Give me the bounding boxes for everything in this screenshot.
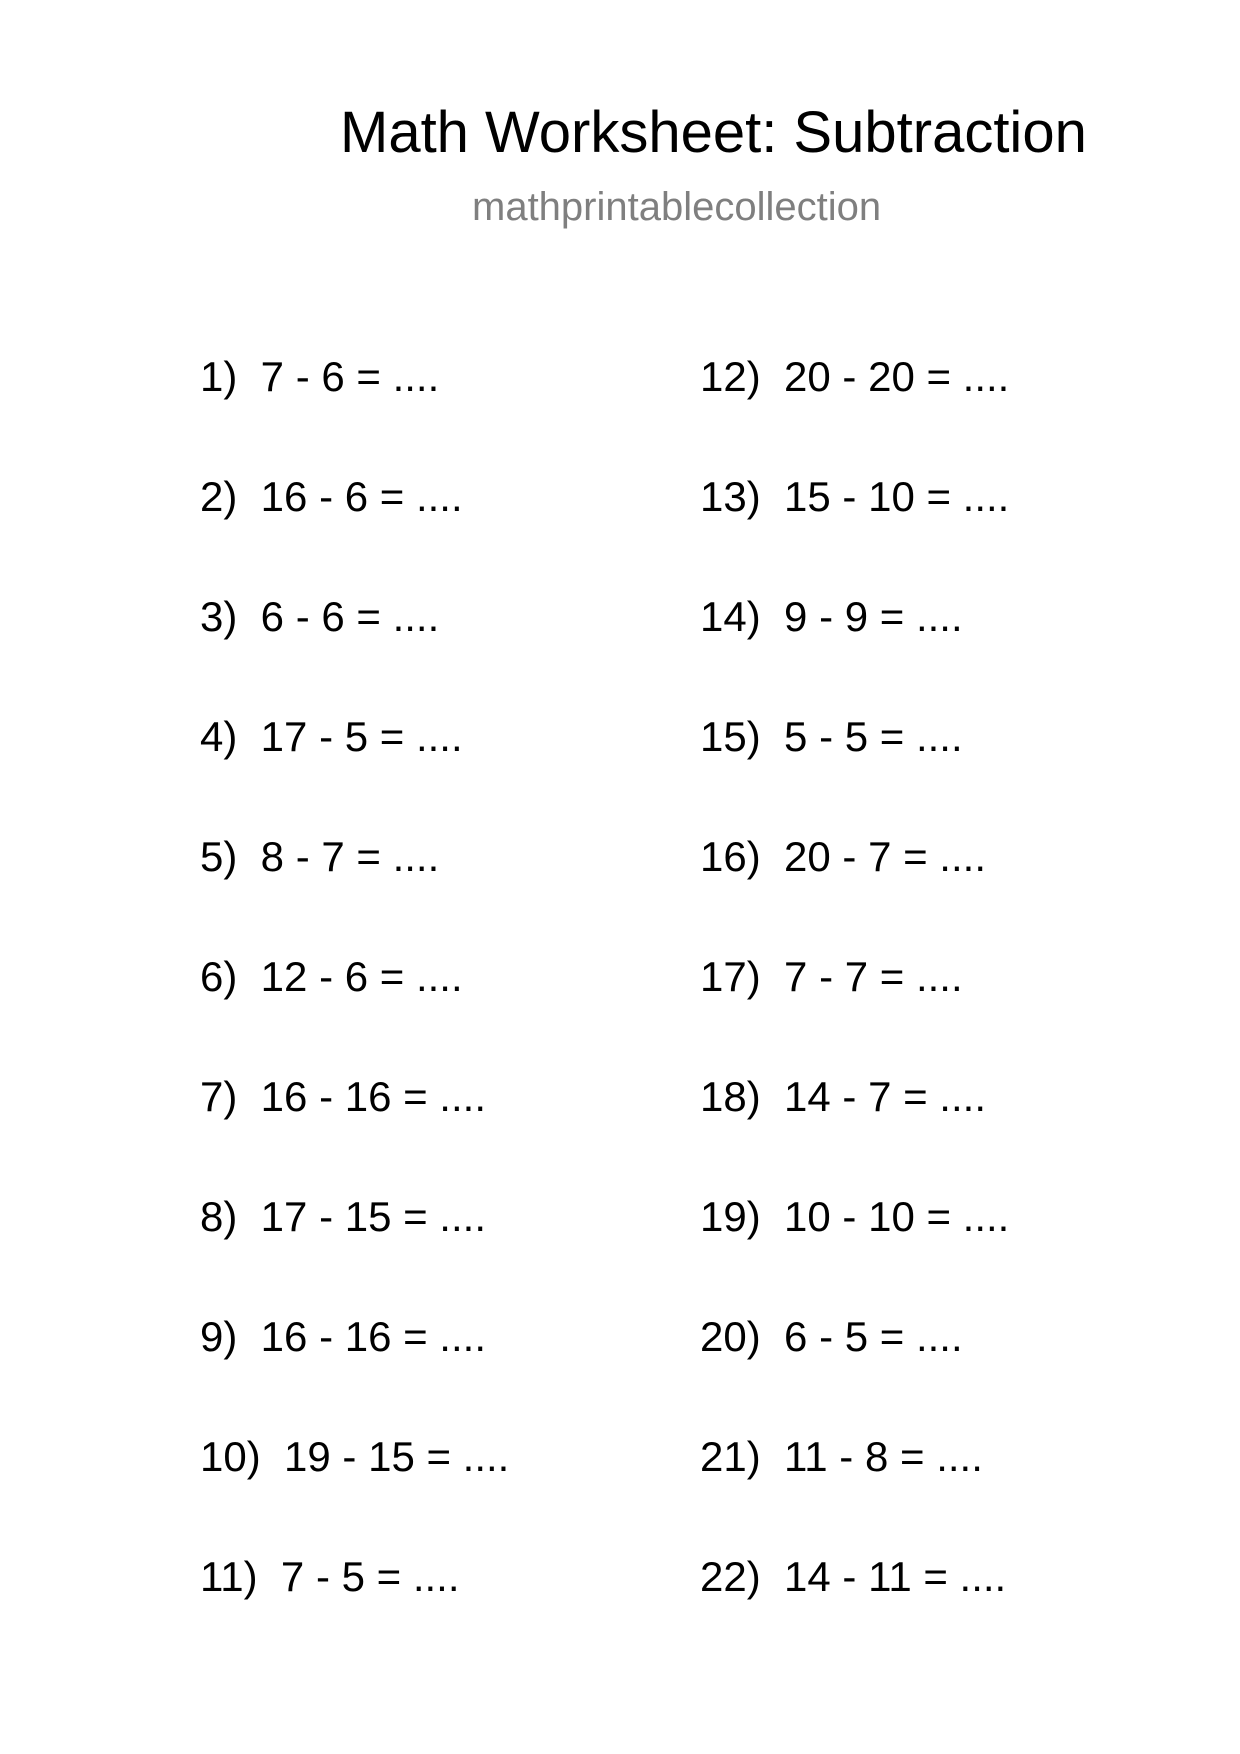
problem-item: 18) 14 - 7 = .... [700,1073,986,1120]
problem-item: 5) 8 - 7 = .... [200,833,440,880]
page-title: Math Worksheet: Subtraction [340,100,1087,165]
problem-item: 19) 10 - 10 = .... [700,1193,1010,1240]
problem-column-left [200,352,509,1672]
problem-item: 2) 16 - 6 = .... [200,473,463,520]
problem-item: 13) 15 - 10 = .... [700,473,1010,520]
problem-item: 11) 7 - 5 = .... [200,1553,460,1600]
problem-item: 9) 16 - 16 = .... [200,1313,486,1360]
problem-item: 20) 6 - 5 = .... [700,1313,963,1360]
problem-item: 7) 16 - 16 = .... [200,1073,486,1120]
problem-item: 8) 17 - 15 = .... [200,1193,486,1240]
problem-item: 6) 12 - 6 = .... [200,953,463,1000]
problem-column-right [700,352,1009,1672]
problem-item: 16) 20 - 7 = .... [700,833,986,880]
problem-item: 10) 19 - 15 = .... [200,1433,510,1480]
problem-item: 12) 20 - 20 = .... [700,353,1010,400]
problem-item: 22) 14 - 11 = .... [700,1553,1007,1600]
problem-item: 14) 9 - 9 = .... [700,593,963,640]
problem-item: 21) 11 - 8 = .... [700,1433,983,1480]
page-subtitle: mathprintablecollection [472,185,882,229]
problem-item: 4) 17 - 5 = .... [200,713,463,760]
problem-item: 17) 7 - 7 = .... [700,953,963,1000]
problem-item: 1) 7 - 6 = .... [200,353,440,400]
problem-item: 3) 6 - 6 = .... [200,593,440,640]
problem-item: 15) 5 - 5 = .... [700,713,963,760]
